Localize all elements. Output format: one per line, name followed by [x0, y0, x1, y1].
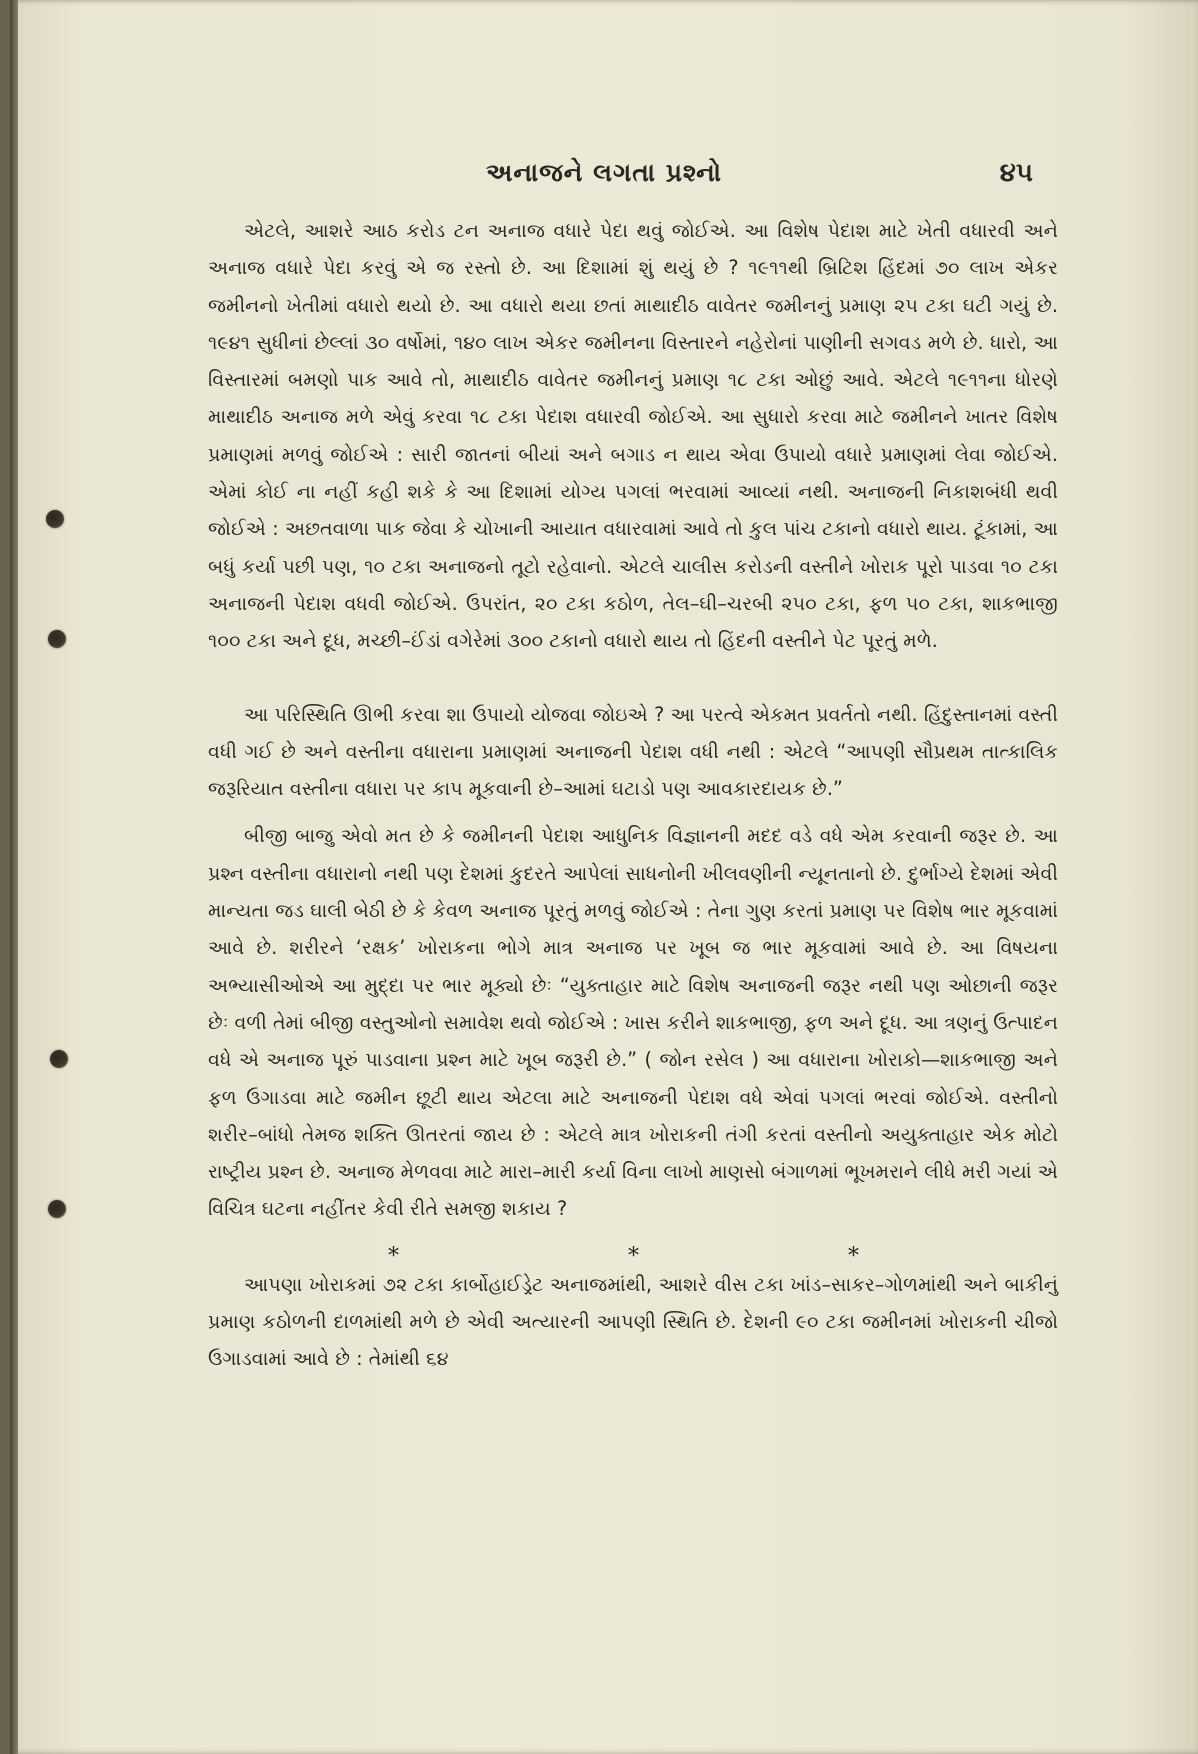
section-break — [208, 1238, 1058, 1269]
page-number: ૪૫ — [999, 158, 1033, 188]
binding-edge — [10, 0, 18, 1754]
punch-hole-1 — [46, 510, 64, 528]
asterisk-3: * — [848, 1243, 859, 1269]
asterisk-2: * — [628, 1243, 639, 1269]
paragraph-2: આ પરિસ્થિતિ ઊભી કરવા શા ઉપાયો યોજવા જોઇએ ? આ પરત્વે એકમત પ્રવર્તતો નથી. હિંદુસ્તાનમાં વસ્તી વધી ગઈ છે અને વસ્તીના વધારાના પ્રમાણમાં અનાજની પેદાશ વધી નથી : એટલે “આપણી સૌપ્રથમ તાત્કાલિક જરૂરિયાત વસ્તીના વધારા પર કાપ મૂકવાની છે–આમાં ઘટાડો પણ આવકારદાયક છે.” — [208, 702, 1058, 801]
running-head — [10, 158, 1198, 194]
paragraph-3: બીજી બાજુ એવો મત છે કે જમીનની પેદાશ આધુનિક વિજ્ઞાનની મદદ વડે વધે એમ કરવાની જરૂર છે. આ પ્રશ્ન વસ્તીના વધારાનો નથી પણ દેશમાં કુદરતે આપેલાં સાધનોની ખીલવણીની ન્યૂનતાનો છે. દુર્ભાગ્યે દેશમાં એવી માન્યતા જડ ઘાલી બેઠી છે કે કેવળ અનાજ પૂરતું મળવું જોઈએ : તેના ગુણ કરતાં પ્રમાણ પર વિશેષ ભાર મૂકવામાં આવે છે. શરીરને ‘રક્ષક’ ખોરાકના ભોગે માત્ર અનાજ પર ખૂબ જ ભાર મૂકવામાં આવે છે. આ વિષયના અભ્યાસીઓએ આ મુદ્દા પર ભાર મૂક્યો છેઃ “યુક્તાહાર માટે વિશેષ અનાજની જરૂર નથી પણ ઓછાની જરૂર છેઃ વળી તેમાં બીજી વસ્તુઓનો સમાવેશ થવો જોઈએ : ખાસ કરીને શાકભાજી, ફળ અને દૂધ. આ ત્રણનું ઉત્પાદન વધે એ અનાજ પૂરું પાડવાના પ્રશ્ન માટે ખૂબ જરૂરી છે.” ( જોન રસેલ ) આ વધારાના ખોરાકો—શાકભાજી અને ફળ ઉગાડવા માટે જમીન છૂટી થાય એટલા માટે અનાજની પેદાશ વધે એવાં પગલાં ભરવાં જોઈએ. વસ્તીનો શરીર–બાંધો તેમજ શક્તિ ઊતરતાં જાય છે : એટલે માત્ર ખોરાકની તંગી કરતાં વસ્તીનો અયુક્તાહાર એક મોટો રાષ્ટ્રીય પ્રશ્ન છે. અનાજ મેળવવા માટે મારા–મારી કર્યા વિના લાખો માણસો બંગાળમાં ભૂખમરાને લીધે મરી ગયાં એ વિચિત્ર ઘટના નહીંતર કેવી રીતે સમજી શકાય ? — [208, 824, 1058, 1221]
punch-hole-3 — [50, 1050, 68, 1068]
running-title: અનાજને લગતા પ્રશ્નો — [486, 158, 722, 187]
book-page — [10, 0, 1198, 1754]
body-text — [208, 212, 1058, 1378]
asterisk-1: * — [388, 1243, 399, 1269]
paragraph-1: એટલે, આશરે આઠ કરોડ ટન અનાજ વધારે પેદા થવું જોઈએ. આ વિશેષ પેદાશ માટે ખેતી વધારવી અને અનાજ વધારે પેદા કરવું એ જ રસ્તો છે. આ દિશામાં શું થયું છે ? ૧૯૧૧થી બ્રિટિશ હિંદમાં ૭૦ લાખ એકર જમીનનો ખેતીમાં વધારો થયો છે. આ વધારો થયા છતાં માથાદીઠ વાવેતર જમીનનું પ્રમાણ ૨૫ ટકા ઘટી ગયું છે. ૧૯૪૧ સુધીનાં છેલ્લાં ૩૦ વર્ષોમાં, ૧૪૦ લાખ એકર જમીનના વિસ્તારને નહેરોનાં પાણીની સગવડ મળે છે. ધારો, આ વિસ્તારમાં બમણો પાક આવે તો, માથાદીઠ વાવેતર જમીનનું પ્રમાણ ૧૮ ટકા ઓછું આવે. એટલે ૧૯૧૧ના ધોરણે માથાદીઠ અનાજ મળે એવું કરવા ૧૮ ટકા પેદાશ વધારવી જોઈએ. આ સુધારો કરવા માટે જમીનને ખાતર વિશેષ પ્રમાણમાં મળવું જોઈએ : સારી જાતનાં બીયાં અને બગાડ ન થાય એવા ઉપાયો વધારે પ્રમાણમાં લેવા જોઈએ. એમાં કોઈ ના નહીં કહી શકે કે આ દિશામાં યોગ્ય પગલાં ભરવામાં આવ્યાં નથી. અનાજની નિકાશબંધી થવી જોઈએ : અછતવાળા પાક જેવા કે ચોખાની આયાત વધારવામાં આવે તો કુલ પાંચ ટકાનો વધારો થાય. ટૂંકામાં, આ બધું કર્યા પછી પણ, ૧૦ ટકા અનાજનો તૂટો રહેવાનો. એટલે ચાલીસ કરોડની વસ્તીને ખોરાક પૂરો પાડવા ૧૦ ટકા અનાજની પેદાશ વધવી જોઈએ. ઉપરાંત, ૨૦ ટકા કઠોળ, તેલ–ઘી–ચરબી ૨૫૦ ટકા, ફળ ૫૦ ટકા, શાકભાજી ૧૦૦ ટકા અને દૂધ, મચ્છી–ઈંડાં વગેરેમાં ૩૦૦ ટકાનો વધારો થાય તો હિંદની વસ્તીને પેટ પૂરતું મળે. — [208, 219, 1058, 653]
punch-hole-2 — [48, 630, 66, 648]
punch-hole-4 — [48, 1200, 66, 1218]
paragraph-4: આપણા ખોરાકમાં ૭૨ ટકા કાર્બોહાઈડ્રેટ અનાજમાંથી, આશરે વીસ ટકા ખાંડ–સાકર–ગોળમાંથી અને બાકીનું પ્રમાણ કઠોળની દાળમાંથી મળે છે એવી અત્યારની આપણી સ્થિતિ છે. દેશની ૯૦ ટકા જમીનમાં ખોરાકની ચીજો ઉગાડવામાં આવે છે : તેમાંથી ૬૪ — [208, 1272, 1058, 1371]
